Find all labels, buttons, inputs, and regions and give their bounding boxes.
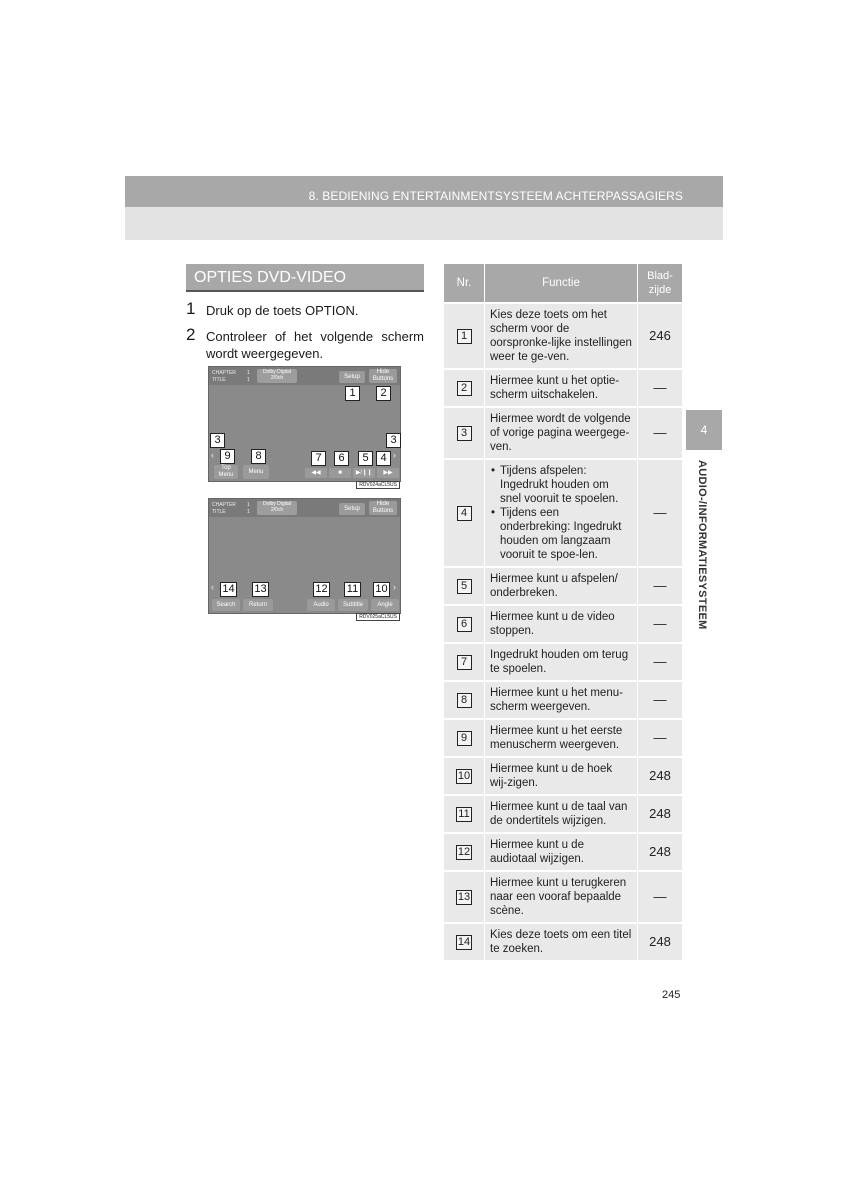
subtitle-button[interactable]: Subtitle — [338, 599, 368, 611]
chapter-tab-label — [690, 460, 718, 650]
step-number: 2 — [186, 325, 196, 344]
callout-2: 2 — [376, 386, 391, 401]
row-number: 2 — [457, 381, 472, 396]
table-row — [444, 407, 682, 459]
step-number: 1 — [186, 299, 196, 318]
title-value: 1 — [247, 377, 250, 383]
rewind-button[interactable]: ◀◀ — [305, 468, 327, 478]
chapter-value: 1 — [247, 502, 250, 508]
row-number: 13 — [457, 890, 471, 903]
header-nr: Nr. — [444, 264, 485, 303]
step-text: Controleer of het volgende scherm wordt weergegeven. — [206, 329, 424, 361]
row-number-cell — [444, 407, 485, 459]
callout-12: 12 — [313, 582, 330, 597]
callout-14: 14 — [220, 582, 237, 597]
table-row — [444, 833, 682, 871]
function-cell: Ingedrukt houden om terug te spoelen. — [485, 643, 638, 681]
previous-page-icon[interactable]: ‹ — [211, 450, 214, 460]
table-row — [444, 681, 682, 719]
table-row — [444, 757, 682, 795]
function-table — [444, 264, 682, 960]
row-number-cell — [444, 833, 485, 871]
function-cell: Hiermee kunt u de taal van de ondertitels wijzigen. — [485, 795, 638, 833]
page-reference-cell: — — [638, 407, 683, 459]
table-body — [444, 303, 682, 960]
row-number-cell — [444, 459, 485, 567]
audio-button[interactable]: Audio — [307, 599, 335, 611]
audio-format: Dolby Digital — [262, 501, 292, 507]
page-reference-cell: 248 — [638, 833, 683, 871]
table-row — [444, 303, 682, 369]
dvd-option-screen-2 — [208, 498, 401, 620]
hide-buttons-button[interactable]: Hide Buttons — [369, 369, 397, 383]
chapter-tab-number: 4 — [686, 410, 722, 450]
callout-3-right: 3 — [386, 433, 401, 448]
callout-11: 11 — [344, 582, 361, 597]
table-row — [444, 871, 682, 923]
row-number: 14 — [457, 935, 471, 948]
callout-1: 1 — [345, 386, 360, 401]
page-reference-cell: — — [638, 719, 683, 757]
step-text — [206, 302, 424, 319]
table-row — [444, 567, 682, 605]
chapter-title: 8. BEDIENING ENTERTAINMENTSYSTEEM ACHTERPASSAGIERS — [308, 189, 683, 203]
function-bullet-list — [490, 464, 632, 562]
row-number-cell — [444, 795, 485, 833]
row-number-cell — [444, 643, 485, 681]
audio-format: Dolby Digital — [262, 369, 292, 375]
angle-button[interactable]: Angle — [371, 599, 399, 611]
page-reference-cell: — — [638, 567, 683, 605]
previous-page-icon[interactable]: ‹ — [211, 582, 214, 592]
header-bladzijde: Blad-zijde — [638, 264, 683, 303]
function-cell: Hiermee kunt u afspelen/ onderbreken. — [485, 567, 638, 605]
function-bullet: • Tijdens afspelen: Ingedrukt houden om snel vooruit te spoelen. — [500, 464, 632, 506]
header-band — [125, 176, 723, 240]
function-cell: Hiermee kunt u de hoek wij-zigen. — [485, 757, 638, 795]
title-label: TITLE — [212, 377, 226, 383]
row-number-cell — [444, 757, 485, 795]
function-cell: Hiermee wordt de volgende of vorige pagina weergege-ven. — [485, 407, 638, 459]
callout-4: 4 — [376, 451, 391, 466]
page-reference-cell: — — [638, 605, 683, 643]
row-number-cell — [444, 369, 485, 407]
dvd-option-screen-1 — [208, 366, 401, 488]
search-button[interactable]: Search — [212, 599, 240, 611]
row-number-cell — [444, 871, 485, 923]
page-reference-cell: — — [638, 643, 683, 681]
row-number: 6 — [457, 617, 472, 632]
chapter-tab-label-text: AUDIO-/INFORMATIESYSTEEM — [696, 460, 708, 630]
row-number: 10 — [457, 769, 471, 782]
row-number: 5 — [457, 579, 472, 594]
table-row — [444, 795, 682, 833]
page-reference-cell: — — [638, 871, 683, 923]
page-reference-cell: 248 — [638, 923, 683, 960]
table-row — [444, 923, 682, 960]
play-pause-button[interactable]: ▶/❙❙ — [353, 468, 375, 478]
page-reference-cell: — — [638, 369, 683, 407]
table-row — [444, 369, 682, 407]
return-button[interactable]: Return — [243, 599, 273, 611]
chapter-label: CHAPTER — [212, 502, 236, 508]
row-number: 7 — [457, 655, 472, 670]
table-row — [444, 459, 682, 567]
callout-6: 6 — [334, 451, 349, 466]
page-reference-cell: 248 — [638, 757, 683, 795]
function-cell — [485, 459, 638, 567]
callout-5: 5 — [358, 451, 373, 466]
function-cell: Kies deze toets om het scherm voor de oorspronke-lijke instellingen weer te ge-ven. — [485, 303, 638, 369]
fast-forward-button[interactable]: ▶▶ — [377, 468, 399, 478]
option-key-label: OPTION — [305, 303, 355, 318]
setup-button[interactable]: Setup — [339, 371, 365, 383]
section-heading: OPTIES DVD-VIDEO — [186, 264, 424, 292]
table-row — [444, 719, 682, 757]
chapter-label: CHAPTER — [212, 370, 236, 376]
page-reference-cell: 246 — [638, 303, 683, 369]
function-cell: Hiermee kunt u het menu-scherm weergeven. — [485, 681, 638, 719]
function-cell: Hiermee kunt u terugkeren naar een vooraf bepaalde scène. — [485, 871, 638, 923]
row-number: 1 — [457, 329, 472, 344]
table-row — [444, 643, 682, 681]
hide-buttons-button[interactable]: Hide Buttons — [369, 501, 397, 515]
row-number-cell — [444, 303, 485, 369]
audio-channels: 2/0ch — [270, 507, 284, 513]
setup-button[interactable]: Setup — [339, 503, 365, 515]
page-reference-cell: — — [638, 459, 683, 567]
table-row — [444, 605, 682, 643]
title-value: 1 — [247, 509, 250, 515]
function-cell: Hiermee kunt u het eerste menuscherm weergeven. — [485, 719, 638, 757]
page-number: 245 — [662, 989, 681, 1001]
callout-10: 10 — [373, 582, 390, 597]
row-number: 11 — [458, 807, 470, 820]
function-cell: Hiermee kunt u de audiotaal wijzigen. — [485, 833, 638, 871]
table-header-row — [444, 264, 682, 303]
function-cell: Kies deze toets om een titel te zoeken. — [485, 923, 638, 960]
next-page-icon[interactable]: › — [393, 582, 396, 592]
figure-code: RDV025aCL5US — [356, 613, 400, 621]
function-bullet: • Tijdens een onderbreking: Ingedrukt houden om langzaam vooruit te spoe-len. — [500, 506, 632, 562]
audio-format-display — [257, 501, 297, 515]
row-number-cell — [444, 719, 485, 757]
row-number: 4 — [457, 506, 472, 521]
page-reference-cell: — — [638, 681, 683, 719]
title-label: TITLE — [212, 509, 226, 515]
step-text-after: . — [354, 303, 359, 318]
top-menu-button[interactable]: Top Menu — [214, 465, 238, 479]
callout-13: 13 — [252, 582, 269, 597]
function-cell: Hiermee kunt u het optie-scherm uitschakelen. — [485, 369, 638, 407]
row-number-cell — [444, 681, 485, 719]
stop-button[interactable]: ■ — [329, 468, 351, 478]
callout-8: 8 — [251, 449, 266, 464]
row-number: 8 — [457, 693, 472, 708]
callout-7: 7 — [311, 451, 326, 466]
audio-format-display — [257, 369, 297, 383]
header-functie: Functie — [485, 264, 638, 303]
figure-code: RDV024aCL5US — [356, 481, 400, 489]
step-text-before: Druk op de toets — [206, 303, 305, 318]
row-number: 3 — [457, 426, 472, 441]
function-cell: Hiermee kunt u de video stoppen. — [485, 605, 638, 643]
chapter-value: 1 — [247, 370, 250, 376]
callout-9: 9 — [220, 449, 235, 464]
row-number-cell — [444, 567, 485, 605]
row-number-cell — [444, 605, 485, 643]
callout-3-left: 3 — [210, 433, 225, 448]
menu-button[interactable]: Menu — [243, 465, 269, 479]
next-page-icon[interactable]: › — [393, 450, 396, 460]
row-number: 12 — [457, 845, 471, 858]
header-strip — [125, 176, 723, 207]
row-number-cell — [444, 923, 485, 960]
page-reference-cell: 248 — [638, 795, 683, 833]
row-number: 9 — [457, 731, 472, 746]
audio-channels: 2/0ch — [270, 375, 284, 381]
